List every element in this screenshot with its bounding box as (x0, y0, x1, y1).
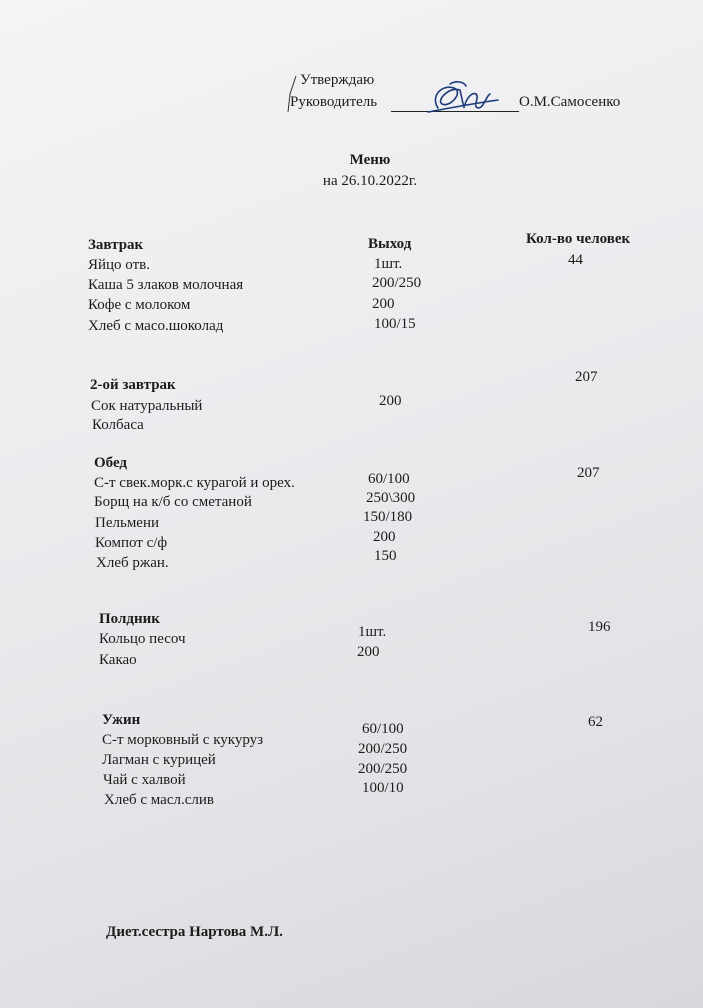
menu-item-name: Чай с халвой (103, 772, 186, 788)
menu-item-name: Какао (99, 652, 137, 668)
menu-item-output: 200 (373, 529, 396, 545)
menu-item-output: 1шт. (374, 256, 403, 272)
column-people-header: Кол-во человек (526, 231, 631, 247)
menu-item-output: 200 (357, 644, 380, 660)
menu-item-name: Сок натуральный (91, 398, 203, 414)
menu-title: Меню (349, 152, 391, 168)
handwritten-signature (420, 78, 500, 122)
menu-item-name: Кольцо песоч (99, 631, 186, 647)
menu-item-output: 1шт. (358, 624, 387, 640)
menu-item-output: 250\300 (366, 490, 416, 506)
menu-item-name: Пельмени (95, 515, 160, 531)
manager-label: Руководитель (290, 94, 378, 110)
menu-item-output: 200/250 (358, 741, 408, 757)
section-heading-afternoon-snack: Полдник (99, 611, 160, 627)
menu-item-output: 150 (374, 548, 397, 564)
dietitian-signature: Диет.сестра Нартова М.Л. (106, 924, 283, 940)
people-count-afternoon-snack: 196 (588, 619, 611, 635)
menu-item-output: 200/250 (358, 761, 408, 777)
menu-item-name: Компот с/ф (95, 535, 168, 551)
approval-label: Утверждаю (300, 72, 375, 88)
section-heading-lunch: Обед (94, 455, 128, 471)
section-heading-dinner: Ужин (102, 712, 141, 728)
menu-item-name: Борщ на к/б со сметаной (94, 494, 252, 510)
menu-date: на 26.10.2022г. (322, 173, 418, 189)
people-count-dinner: 62 (588, 714, 603, 730)
menu-item-output: 200/250 (372, 275, 422, 291)
menu-item-output: 200 (379, 393, 402, 409)
menu-item-name: Лагман с курицей (102, 752, 216, 768)
menu-item-name: Колбаса (92, 417, 144, 433)
menu-item-output: 200 (372, 296, 395, 312)
menu-item-output: 100/10 (362, 780, 404, 796)
section-heading-second-breakfast: 2-ой завтрак (90, 377, 176, 393)
menu-item-output: 100/15 (374, 316, 416, 332)
menu-item-name: С-т свек.морк.с курагой и орех. (94, 475, 295, 491)
people-count-second-breakfast: 207 (575, 369, 598, 385)
menu-item-name: Каша 5 злаков молочная (88, 277, 244, 293)
menu-item-name: С-т морковный с кукуруз (102, 732, 264, 748)
menu-item-name: Яйцо отв. (88, 257, 150, 273)
manager-name: О.М.Самосенко (519, 94, 621, 110)
menu-item-output: 60/100 (368, 471, 410, 487)
people-count-lunch: 207 (577, 465, 600, 481)
menu-item-name: Хлеб с масо.шоколад (88, 318, 224, 334)
menu-item-name: Кофе с молоком (88, 297, 191, 313)
column-output-header: Выход (368, 236, 412, 252)
people-count-breakfast: 44 (568, 252, 583, 268)
menu-item-output: 150/180 (363, 509, 413, 525)
menu-item-output: 60/100 (362, 721, 404, 737)
section-heading-breakfast: Завтрак (88, 237, 144, 253)
menu-item-name: Хлеб с масл.слив (104, 792, 214, 808)
menu-item-name: Хлеб ржан. (96, 555, 169, 571)
